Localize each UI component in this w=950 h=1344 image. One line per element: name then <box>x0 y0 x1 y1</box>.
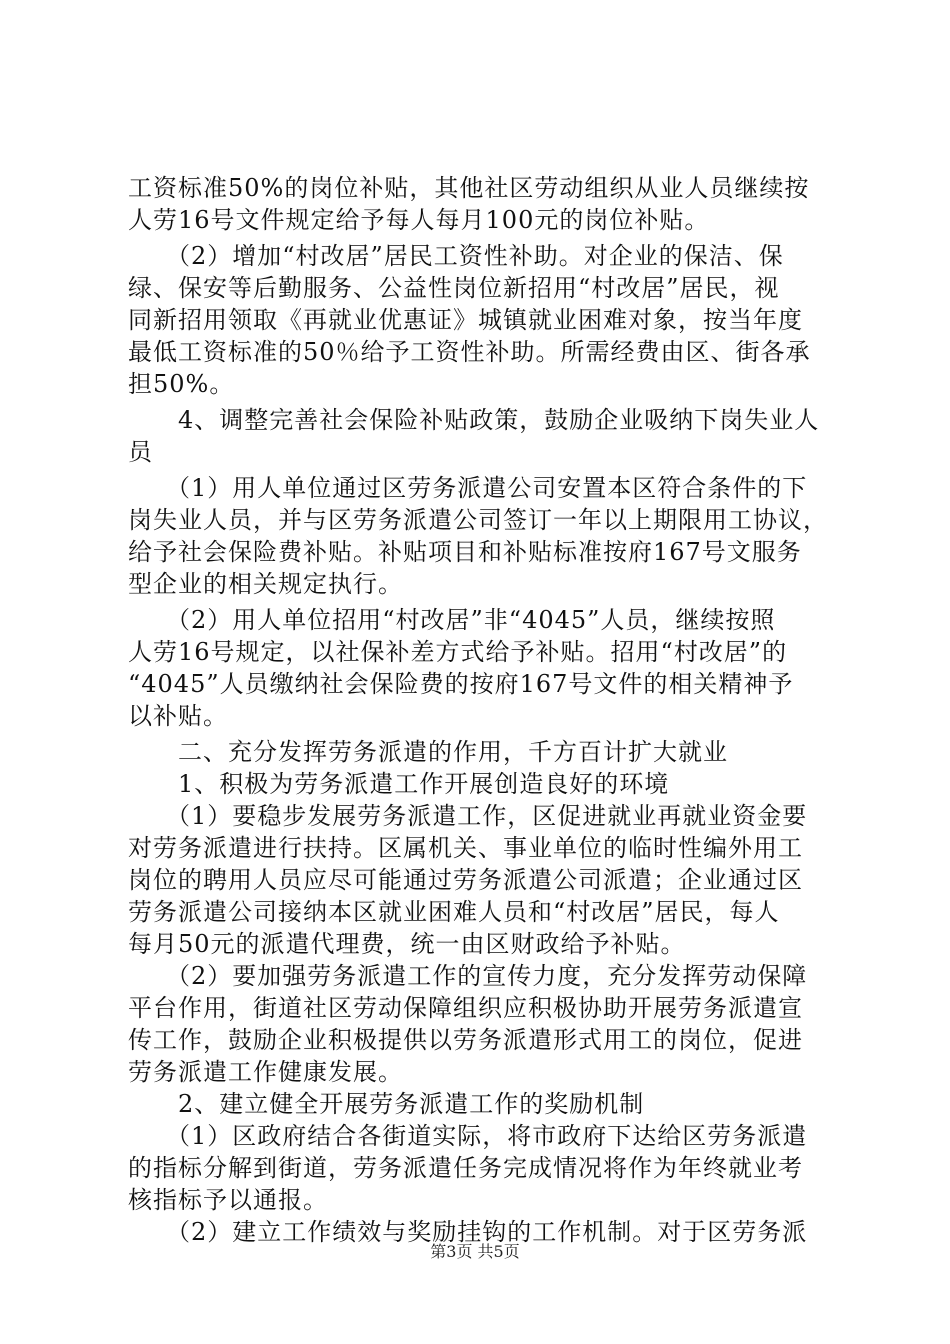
text-line: 1、积极为劳务派遣工作开展创造良好的环境 <box>128 770 670 798</box>
text-line: 每月50元的派遣代理费，统一由区财政给予补贴。 <box>128 930 686 958</box>
text-line: 传工作，鼓励企业积极提供以劳务派遣形式用工的岗位，促进 <box>128 1026 803 1054</box>
text-line: 员 <box>128 438 153 466</box>
text-line: 担50%。 <box>128 370 235 398</box>
text-line: （2）用人单位招用“村改居”非“4045”人员，继续按照 <box>128 606 776 634</box>
text-line: 劳务派遣工作健康发展。 <box>128 1058 403 1086</box>
text-line: 以补贴。 <box>128 702 228 730</box>
text-line: （1）要稳步发展劳务派遣工作，区促进就业再就业资金要 <box>128 802 808 830</box>
text-line: 给予社会保险费补贴。补贴项目和补贴标准按府167号文服务 <box>128 538 802 566</box>
document-body <box>128 172 830 1248</box>
text-line: 二、充分发挥劳务派遣的作用，千方百计扩大就业 <box>128 738 728 766</box>
text-line: 绿、保安等后勤服务、公益性岗位新招用“村改居”居民，视 <box>128 274 780 302</box>
text-line: （1）区政府结合各街道实际，将市政府下达给区劳务派遣 <box>128 1122 808 1150</box>
text-line: 同新招用领取《再就业优惠证》城镇就业困难对象，按当年度 <box>128 306 803 334</box>
text-line: 型企业的相关规定执行。 <box>128 570 403 598</box>
text-line: （2）建立工作绩效与奖励挂钩的工作机制。对于区劳务派 <box>128 1218 808 1246</box>
text-line: 人劳16号规定，以社保补差方式给予补贴。招用“村改居”的 <box>128 638 788 666</box>
page-footer: 第3页 共5页 <box>430 1242 520 1261</box>
text-line: 的指标分解到街道，劳务派遣任务完成情况将作为年终就业考 <box>128 1154 803 1182</box>
text-line: 2、建立健全开展劳务派遣工作的奖励机制 <box>128 1090 645 1118</box>
text-line: 平台作用，街道社区劳动保障组织应积极协助开展劳务派遣宣 <box>128 994 803 1022</box>
text-line: （2）要加强劳务派遣工作的宣传力度，充分发挥劳动保障 <box>128 962 808 990</box>
text-line: （1）用人单位通过区劳务派遣公司安置本区符合条件的下 <box>128 474 808 502</box>
text-line: 岗位的聘用人员应尽可能通过劳务派遣公司派遣；企业通过区 <box>128 866 803 894</box>
text-line: 对劳务派遣进行扶持。区属机关、事业单位的临时性编外用工 <box>128 834 803 862</box>
text-line: （2）增加“村改居”居民工资性补助。对企业的保洁、保 <box>128 242 784 270</box>
text-line: 劳务派遣公司接纳本区就业困难人员和“村改居”居民，每人 <box>128 898 780 926</box>
text-line: 岗失业人员，并与区劳务派遣公司签订一年以上期限用工协议， <box>128 506 828 534</box>
text-line: “4045”人员缴纳社会保险费的按府167号文件的相关精神予 <box>128 670 794 698</box>
text-line: 工资标准50%的岗位补贴，其他社区劳动组织从业人员继续按 <box>128 174 810 202</box>
text-line: 4、调整完善社会保险补贴政策，鼓励企业吸纳下岗失业人 <box>128 406 820 434</box>
text-line: 最低工资标准的50％给予工资性补助。所需经费由区、街各承 <box>128 338 811 366</box>
text-line: 人劳16号文件规定给予每人每月100元的岗位补贴。 <box>128 206 710 234</box>
text-line: 核指标予以通报。 <box>128 1186 328 1214</box>
